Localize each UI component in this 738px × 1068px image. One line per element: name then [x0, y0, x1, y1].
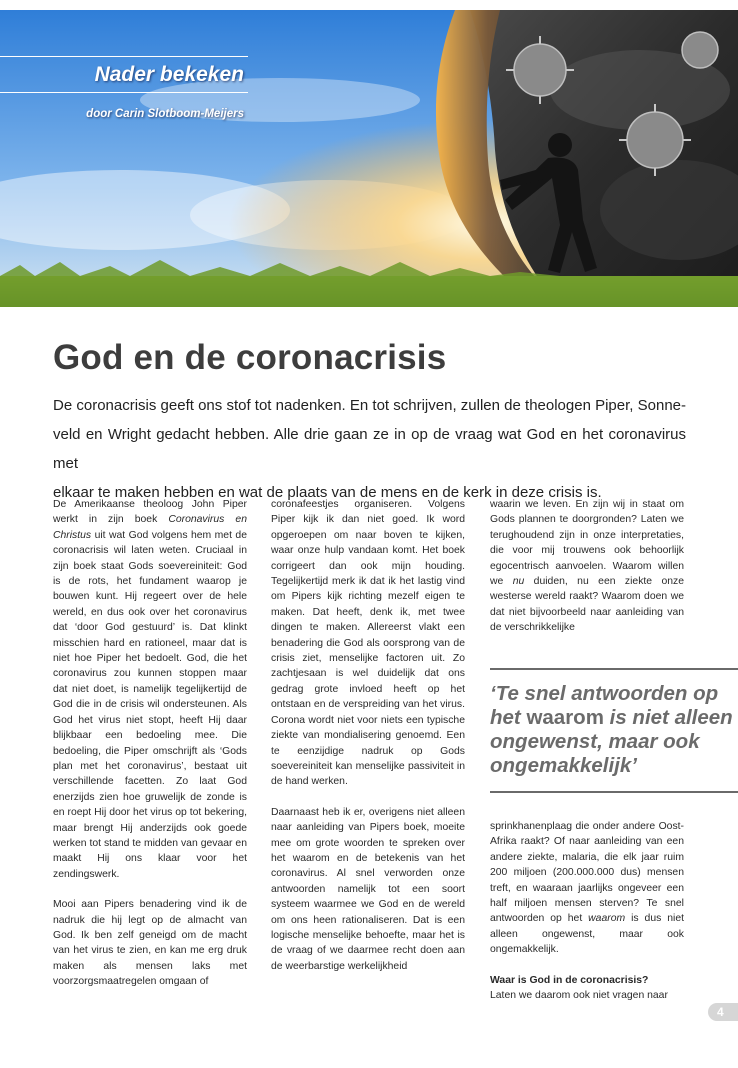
lead-line: elkaar te maken hebben en wat de plaats van de mens en de kerk in deze crisis is.: [53, 484, 602, 501]
text-run: waarin we leven. En zijn wij in staat om Gods plannen te doorgronden? Laten we terughoudend zijn in onze interpretaties, die voor mij trouwens ook behoorlijk egocentrisch aanvoelen. Waarom willen we: [490, 499, 684, 588]
text-run: is niet alleen ongewenst, maar ook ongemakkelijk: [490, 706, 733, 777]
body-column-3-bottom: [490, 819, 684, 1003]
hero-banner: [0, 10, 738, 307]
text-run: De Amerikaanse theoloog John Piper werkt in zijn boek: [53, 499, 247, 526]
paragraph: [53, 497, 247, 882]
pullquote-bottom-rule: [490, 791, 738, 793]
paragraph: Mooi aan Pipers benadering vind ik de nadruk die hij legt op de almacht van God. Ik ben zelf geneigd om de macht van het virus te zien, en kan me erg druk maken als mensen laks met voorzorgsmaatregelen omgaan of: [53, 899, 247, 988]
text-run: sprinkhanenplaag die onder andere Oost-Afrika raakt? Of naar aanleiding van een andere ziekte, malaria, die elk jaar ruim 200 miljoen (200.000.000 dus) mensen treft, en waaraan jaarlijks ongeveer een half miljoen mensen sterven? Te snel antwoorden op het: [490, 821, 684, 925]
paragraph: Daarnaast heb ik er, overigens niet alleen naar aanleiding van Pipers boek, moeite mee om grote woorden te spreken over het waarom en de betekenis van het coronavirus. Al snel verworden onze antwoorden namelijk tot een soort systeem waarmee we God en de wereld om ons heen rationaliseren. Dat is een logische menselijke behoefte, maar het is de vraag of we daarmee recht doen aan de weerbarstige werkelijkheid: [271, 806, 465, 972]
article-lead: [53, 391, 686, 507]
pull-quote: [490, 682, 738, 778]
author-byline: door Carin Slotboom-Meijers: [86, 108, 244, 120]
paragraph: coronafeestjes organiseren. Volgens Piper kijk ik dan niet goed. Ik word opgeroepen om naar boven te kijken, waar onze hulp vandaan komt. Het boek corrigeert dan ook mijn houding. Tegelijkertijd merk ik dat ik het lastig vind om Pipers kijk richting mezelf eigen te maken. Dat heeft, denk ik, met twee dingen te maken. Allereerst vlakt een benadering die God als oorsprong van de crisis ziet, menselijke factoren uit. Zo zachtjesaan is wel duidelijk dat ons gedrag grote invloed heeft op het ontstaan en de verspreiding van het virus. Corona wordt niet voor niets een typische ziekte van mondialisering genoemd. Een te eenzijdige nadruk op Gods soevereiniteit kan menselijke passiviteit in de hand werken.: [271, 499, 465, 788]
subheading: Waar is God in de coronacrisis?: [490, 974, 649, 986]
paragraph: Laten we daarom ook niet vragen naar: [490, 990, 668, 1002]
hero-image: [0, 10, 738, 307]
kicker-bottom-rule: [0, 92, 248, 93]
lead-line: veld en Wright gedacht hebben. Alle drie gaan ze in op de vraag wat God en het coronavirus met: [53, 426, 686, 472]
article-title: God en de coronacrisis: [53, 338, 447, 377]
text-run: duiden, nu een ziekte onze westerse wereld raakt? Waarom doen we dat niet bijvoorbeeld naar aanleiding van de verschrikkelijke: [490, 576, 685, 634]
text-run: is dus niet alleen ongewenst, maar ook ongemakkelijk.: [490, 913, 685, 956]
lead-line: De coronacrisis geeft ons stof tot nadenken. En tot schrijven, zullen de theologen Piper, Sonne-: [53, 397, 686, 414]
text-run: ‘Te snel antwoorden op het: [490, 682, 719, 729]
paragraph: [490, 497, 684, 636]
emphasis: waarom: [588, 913, 626, 925]
emphasis: waarom: [526, 706, 604, 729]
paragraph: [490, 819, 684, 958]
section-kicker: [0, 56, 248, 120]
text-run: uit wat God volgens hem met de coronacrisis wil laten weten. Cruciaal in zijn boek staat Gods soevereiniteit: God is de rots, het fundament waarop je bouwen kunt. Hij regeert over de hele wereld, en dus ook over het coronavirus dat ‘door God gestuurd’ is. Dat klinkt misschien hard en rationeel, maar dat is niet hoe Piper het bedoelt. God, die het coronavirus zou kunnen stoppen maar dat niet doet, is namelijk tegelijkertijd de God die in de crisis wil ondersteunen. Als God het virus niet stopt, heeft Hij daar blijkbaar een bedoeling mee. Die bedoeling, die Piper omschrijft als ‘Gods plan met het coronavirus’, bestaat uit verschillende facetten. Zo laat God enerzijds zien hoe gruwelijk de zonde is en roept Hij door het virus op tot bekering, maar brengt Hij anderzijds ook goede werken tot stand te midden van gevaar en maakt Hij ons klaar voor het zendingswerk.: [53, 529, 247, 880]
emphasis: nu: [512, 576, 525, 588]
body-column-2: [271, 497, 465, 974]
page-number: 4: [708, 1003, 738, 1021]
pullquote-top-rule: [490, 668, 738, 670]
body-column-3-top: [490, 497, 684, 636]
book-title: Coronavirus en Christus: [53, 514, 247, 541]
section-title: Nader bekeken: [94, 63, 244, 86]
text-run: ’: [631, 754, 637, 777]
body-column-1: [53, 497, 247, 990]
